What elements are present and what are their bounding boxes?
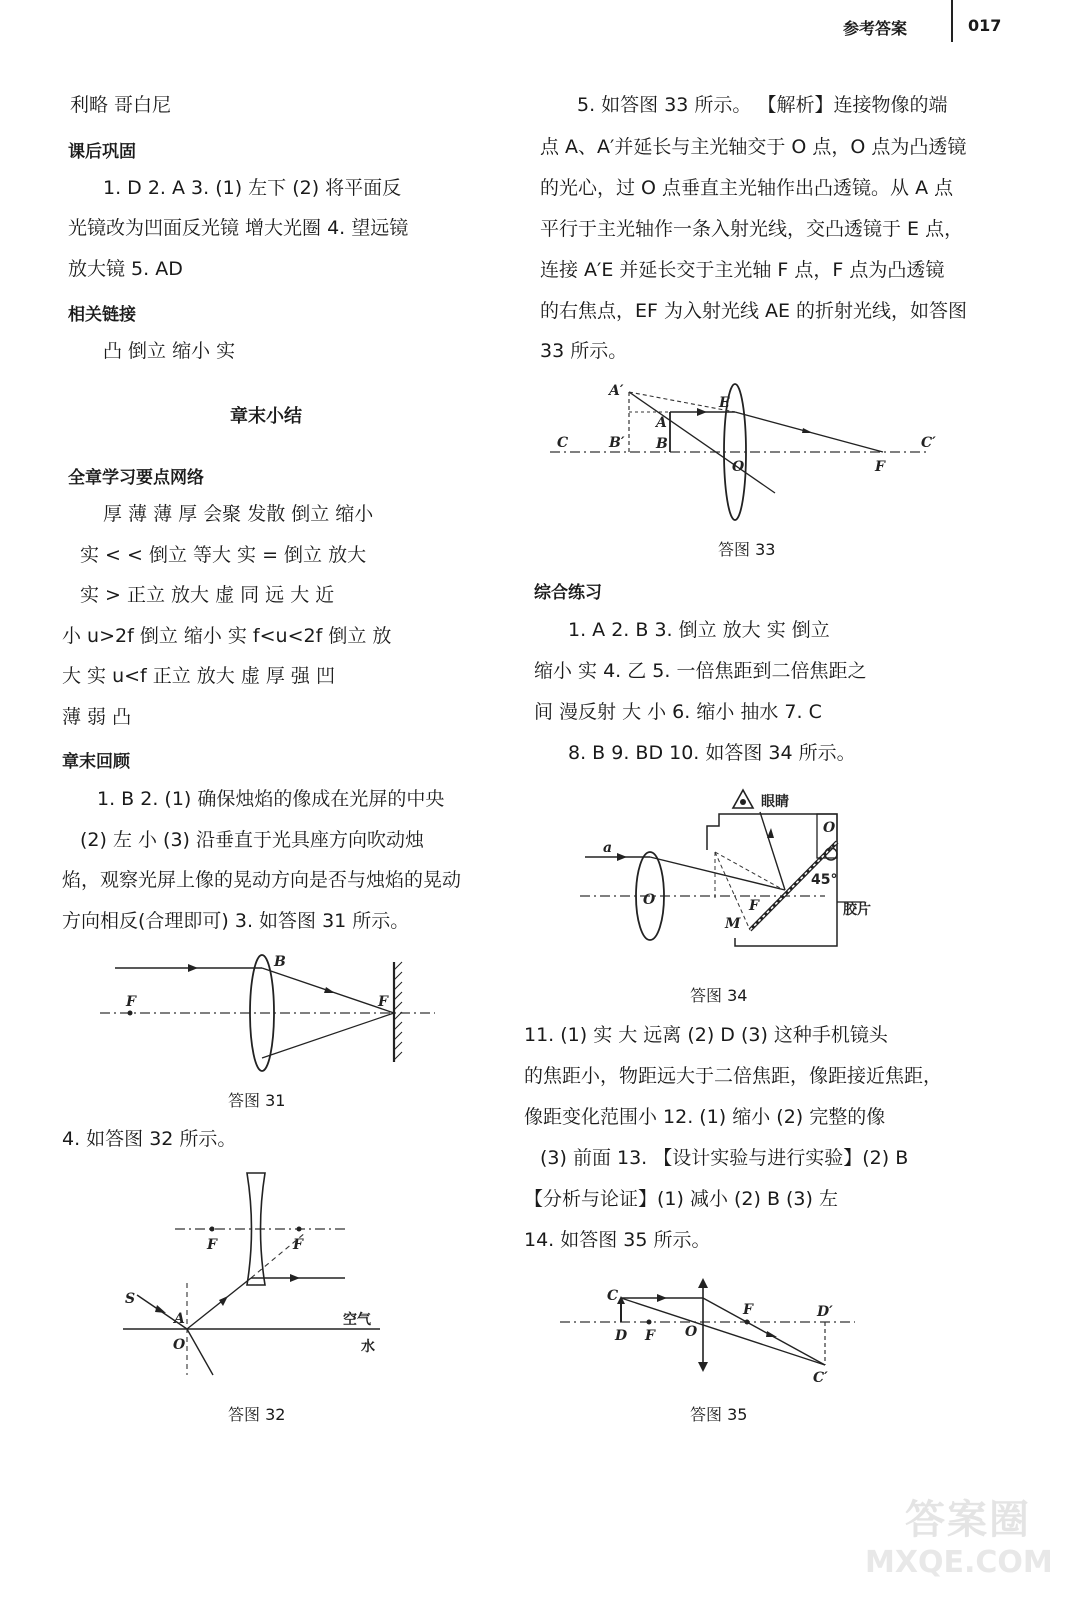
- watermark-bottom: MXQE.COM: [865, 1545, 1053, 1580]
- page-number: 017: [968, 16, 1002, 35]
- extended-line-4: (3) 前面 13. 【设计实验与进行实验】(2) B: [540, 1147, 909, 1169]
- heading-comprehensive: 综合练习: [534, 583, 602, 603]
- fig35-label-C: C: [607, 1288, 619, 1304]
- fig32-arrow-incident: [155, 1305, 166, 1313]
- question-4-line: 4. 如答图 32 所示。: [62, 1128, 237, 1150]
- comprehensive-line-2: 缩小 实 4. 乙 5. 一倍焦距到二倍焦距之: [534, 660, 867, 682]
- network-line-4: 小 u>2f 倒立 缩小 实 f<u<2f 倒立 放: [62, 625, 392, 647]
- extended-line-5: 【分析与论证】(1) 减小 (2) B (3) 左: [524, 1188, 838, 1210]
- consolidation-line-3: 放大镜 5. AD: [68, 258, 183, 280]
- fig34-dashed-1: [715, 852, 780, 888]
- network-line-3: 实 > 正立 放大 虚 同 远 大 近: [80, 584, 335, 606]
- fig33-label-B-prime: B′: [609, 435, 625, 451]
- fig31-label-F-right: F: [378, 994, 388, 1010]
- watermark-top: 答案圈: [905, 1497, 1031, 1543]
- fig35-label-O: O: [685, 1324, 698, 1340]
- caption-fig-35: 答图 35: [690, 1405, 748, 1424]
- caption-fig-31: 答图 31: [228, 1091, 286, 1110]
- fig35-arrow-refracted: [766, 1331, 777, 1337]
- fig35-label-C-prime: C′: [813, 1370, 828, 1386]
- answer5-line-6: 的右焦点，EF 为入射光线 AE 的折射光线，如答图: [540, 300, 968, 322]
- extended-line-3: 像距变化范围小 12. (1) 缩小 (2) 完整的像: [524, 1106, 886, 1128]
- fig34-label-eye: 眼睛: [761, 794, 789, 810]
- extended-line-6: 14. 如答图 35 所示。: [524, 1229, 711, 1251]
- answer5-line-1: 5. 如答图 33 所示。 【解析】连接物像的端: [577, 94, 948, 116]
- fig31-focus-left: [128, 1011, 133, 1016]
- fig35-lens-arrow-bottom: [698, 1362, 708, 1372]
- fig33-label-E: E: [719, 395, 730, 411]
- heading-review: 章末回顾: [62, 752, 130, 772]
- figure-31: [90, 950, 450, 1080]
- fig31-arrow-1: [188, 964, 198, 972]
- fig35-label-D-prime: D′: [817, 1304, 833, 1320]
- fig34-label-film: 胶片: [843, 902, 871, 918]
- heading-network: 全章学习要点网络: [68, 468, 204, 488]
- fig34-arrow-a: [617, 853, 627, 861]
- figure-33: [545, 375, 945, 535]
- related-line-1: 凸 倒立 缩小 实: [103, 340, 236, 362]
- review-line-3: 焰，观察光屏上像的晃动方向是否与烛焰的晃动: [62, 869, 462, 891]
- extended-line-2: 的焦距小，物距远大于二倍焦距，像距接近焦距，: [524, 1065, 943, 1087]
- caption-fig-34: 答图 34: [690, 986, 748, 1005]
- fig34-label-F: F: [749, 898, 759, 914]
- fig34-refracted-ray: [650, 857, 785, 890]
- fig31-label-B: B: [274, 954, 286, 970]
- comprehensive-line-3: 间 漫反射 大 小 6. 缩小 抽水 7. C: [534, 701, 822, 723]
- fig32-label-water: 水: [361, 1339, 375, 1355]
- fig35-object-arrow: [617, 1296, 625, 1304]
- answer5-line-4: 平行于主光轴作一条入射光线，交凸透镜于 E 点，: [540, 218, 964, 240]
- fig35-focus-left: [647, 1320, 652, 1325]
- answer5-line-5: 连接 A′E 并延长交于主光轴 F 点，F 点为凸透镜: [540, 259, 945, 281]
- figure-34: [575, 780, 895, 980]
- caption-fig-32: 答图 32: [228, 1405, 286, 1424]
- fig32-label-A: A: [174, 1311, 185, 1327]
- fig32-refracted-ray: [187, 1329, 213, 1375]
- fig34-label-angle: 45°: [811, 872, 838, 888]
- fig32-focus-right: [297, 1227, 302, 1232]
- caption-fig-33: 答图 33: [718, 540, 776, 559]
- network-line-6: 薄 弱 凸: [62, 706, 132, 728]
- fig33-label-C: C: [557, 435, 569, 451]
- comprehensive-line-1: 1. A 2. B 3. 倒立 放大 实 倒立: [568, 619, 830, 641]
- answer5-line-2: 点 A、A′并延长与主光轴交于 O 点，O 点为凸透镜: [540, 136, 967, 158]
- fig35-label-F-left: F: [645, 1328, 655, 1344]
- network-line-5: 大 实 u<f 正立 放大 虚 厚 强 凹: [62, 665, 335, 687]
- left-line-1: 利略 哥白尼: [70, 94, 172, 116]
- answer5-line-7: 33 所示。: [540, 340, 628, 362]
- comprehensive-line-4: 8. B 9. BD 10. 如答图 34 所示。: [568, 742, 856, 764]
- network-line-1: 厚 薄 薄 厚 会聚 发散 倒立 缩小: [103, 503, 374, 525]
- consolidation-line-2: 光镜改为凹面反光镜 增大光圈 4. 望远镜: [68, 217, 409, 239]
- fig35-arrow-parallel: [657, 1294, 667, 1302]
- fig34-eye-pupil: [740, 799, 746, 805]
- fig34-label-M: M: [725, 916, 741, 932]
- fig35-label-D: D: [615, 1328, 628, 1344]
- header-section-title: 参考答案: [843, 19, 908, 38]
- fig34-label-O-lens: O: [643, 892, 656, 908]
- fig32-label-F-left: F: [207, 1237, 217, 1253]
- fig33-label-B: B: [656, 436, 668, 452]
- fig33-label-A-prime: A′: [609, 383, 624, 399]
- fig32-arrow-reflected: [219, 1296, 228, 1306]
- fig32-label-air: 空气: [343, 1312, 371, 1328]
- extended-line-1: 11. (1) 实 大 远离 (2) D (3) 这种手机镜头: [524, 1024, 888, 1046]
- fig34-label-a: a: [603, 840, 613, 856]
- fig31-label-F-left: F: [126, 994, 136, 1010]
- fig33-label-C-prime: C′: [921, 435, 936, 451]
- fig35-focus-right: [745, 1320, 750, 1325]
- fig34-reflected-ray: [760, 812, 785, 890]
- review-line-4: 方向相反(合理即可) 3. 如答图 31 所示。: [62, 910, 410, 932]
- fig33-label-O: O: [732, 459, 745, 475]
- review-line-1: 1. B 2. (1) 确保烛焰的像成在光屏的中央: [97, 788, 445, 810]
- fig31-screen-hatch: [394, 962, 402, 1060]
- figure-32: [115, 1165, 395, 1385]
- fig34-arrow-reflected: [767, 828, 774, 838]
- network-line-2: 实 < < 倒立 等大 实 = 倒立 放大: [80, 544, 367, 566]
- fig32-label-F-right: F: [293, 1237, 303, 1253]
- figure-35: [555, 1270, 865, 1390]
- fig33-arrow-EF: [802, 428, 813, 433]
- review-line-2: (2) 左 小 (3) 沿垂直于光具座方向吹动烛: [80, 829, 424, 851]
- fig34-label-O-top: O: [823, 820, 836, 836]
- fig33-label-F: F: [875, 459, 885, 475]
- fig33-arrow-AE: [697, 408, 707, 416]
- answer5-line-3: 的光心，过 O 点垂直主光轴作出凸透镜。从 A 点: [540, 177, 954, 199]
- fig32-focus-left: [210, 1227, 215, 1232]
- fig35-lens-arrow-top: [698, 1278, 708, 1288]
- fig32-arrow-emergent: [290, 1274, 300, 1282]
- chapter-summary-title: 章末小结: [230, 406, 302, 427]
- fig33-line-A-prime-A-O: [629, 392, 775, 493]
- fig32-label-O: O: [173, 1337, 186, 1353]
- fig33-label-A: A: [656, 415, 667, 431]
- consolidation-line-1: 1. D 2. A 3. (1) 左下 (2) 将平面反: [103, 177, 402, 199]
- fig31-refracted-bottom: [262, 1013, 394, 1058]
- heading-related-links: 相关链接: [68, 305, 136, 325]
- fig32-label-S: S: [125, 1291, 136, 1307]
- fig31-arrow-2: [324, 987, 335, 993]
- fig32-reflected-ray: [187, 1278, 251, 1329]
- fig35-label-F-right: F: [743, 1302, 753, 1318]
- heading-consolidation: 课后巩固: [68, 142, 136, 162]
- header-divider: [951, 0, 953, 42]
